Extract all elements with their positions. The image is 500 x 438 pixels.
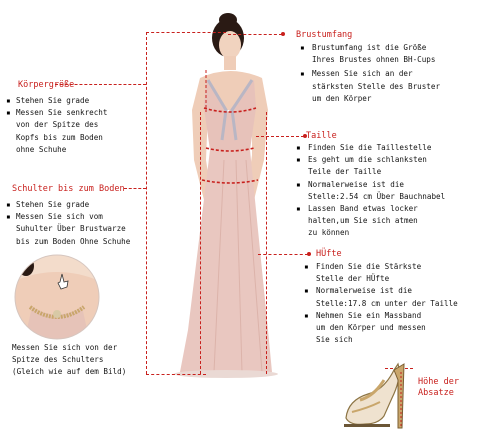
koerper-item-1: Stehen Sie grade bbox=[16, 96, 90, 105]
koerpergroesse-list bbox=[6, 95, 107, 156]
brust-connector bbox=[228, 34, 282, 35]
bullet-icon: ▪ bbox=[6, 200, 11, 209]
bullet-icon: ▪ bbox=[304, 262, 309, 271]
bullet-icon: ▪ bbox=[300, 69, 305, 79]
schulter-caption-line1: Messen Sie sich von der bbox=[12, 343, 118, 352]
schulter-caption-line2: Spitze des Schulters bbox=[12, 355, 104, 365]
bullet-icon: ▪ bbox=[6, 212, 11, 222]
bullet-icon: ▪ bbox=[6, 96, 11, 105]
absatz-title-line2: Absatze bbox=[418, 388, 454, 398]
taille-item-3-line1: Normalerweise ist die bbox=[308, 179, 405, 189]
taille-item-4-line2: halten,um Sie sich atmen bbox=[308, 216, 418, 226]
taille-item-4-line1: Lassen Band etwas locker bbox=[308, 204, 418, 214]
schulter-list bbox=[6, 199, 130, 248]
absatz-title bbox=[418, 377, 459, 399]
huefte-item-1-line2: Stelle der HÜfte bbox=[316, 274, 390, 284]
schulter-item-1: Stehen Sie grade bbox=[16, 200, 90, 209]
brust-item-2-line1: Messen Sie sich an der bbox=[312, 69, 413, 79]
schulter-item-2-line1: Messen Sie sich vom bbox=[16, 212, 103, 222]
huefte-title: HÜfte bbox=[316, 249, 342, 259]
koerpergroesse-title: Körpergröße bbox=[18, 80, 75, 90]
huefte-item-2-line2: Stelle:17.8 cm unter der Taille bbox=[316, 298, 458, 308]
brustumfang-title: Brustumfang bbox=[296, 30, 353, 40]
huefte-item-3-line2: um den Körper und messen bbox=[316, 323, 426, 333]
bullet-icon: ▪ bbox=[6, 108, 11, 118]
bullet-icon: ▪ bbox=[304, 286, 309, 296]
taille-list bbox=[296, 142, 445, 240]
brust-item-1-line1: Brustumfang ist die Größe bbox=[312, 43, 427, 52]
koerper-item-2-line1: Messen Sie senkrecht bbox=[16, 108, 108, 118]
brust-item-1-line2: Ihres Brustes ohnen BH-Cups bbox=[312, 55, 436, 65]
bullet-icon: ▪ bbox=[296, 179, 301, 189]
koerper-item-2-line2: von der Spitze des bbox=[16, 120, 99, 130]
bullet-icon: ▪ bbox=[296, 143, 301, 152]
brust-item-2-line2: stärksten Stelle des Bruster bbox=[312, 81, 441, 91]
huefte-item-3-line3: Sie sich bbox=[316, 335, 353, 345]
schulter-title: Schulter bis zum Boden bbox=[12, 184, 125, 194]
brustumfang-list bbox=[300, 42, 440, 105]
taille-item-2-line2: Teile der Taille bbox=[308, 167, 382, 177]
shoulder-closeup-image bbox=[12, 252, 102, 342]
schulter-item-2-line2: Suhulter Über Brustwarze bbox=[16, 224, 126, 234]
bullet-icon: ▪ bbox=[296, 155, 301, 165]
taille-item-3-line2: Stelle:2.54 cm Über Bauchnabel bbox=[308, 191, 446, 201]
huefte-item-2-line1: Normalerweise ist die bbox=[316, 286, 413, 296]
huefte-item-3-line1: Nehmen Sie ein Massband bbox=[316, 310, 422, 320]
brust-item-2-line3: um den Körper bbox=[312, 93, 372, 103]
schulter-caption-line3: (Gleich wie auf dem Bild) bbox=[12, 367, 127, 377]
taille-item-1: Finden Sie die Taillestelle bbox=[308, 143, 432, 152]
huefte-connector bbox=[258, 254, 308, 255]
taille-connector bbox=[256, 136, 304, 137]
koerper-item-2-line4: ohne Schuhe bbox=[16, 144, 67, 154]
bullet-icon: ▪ bbox=[304, 310, 309, 320]
taille-title: Taille bbox=[306, 131, 337, 141]
bullet-icon: ▪ bbox=[300, 43, 305, 52]
schulter-connector bbox=[124, 188, 146, 189]
koerper-item-2-line3: Kopfs bis zum Boden bbox=[16, 132, 103, 142]
bullet-icon: ▪ bbox=[296, 204, 301, 214]
high-heel-shoe-image bbox=[338, 350, 414, 432]
huefte-item-1-line1: Finden Sie die Stärkste bbox=[316, 262, 422, 271]
taille-item-2-line1: Es geht um die schlanksten bbox=[308, 155, 427, 165]
schulter-item-2-line3: bis zum Boden Ohne Schuhe bbox=[16, 236, 131, 246]
huefte-dot bbox=[307, 252, 311, 256]
schulter-caption bbox=[12, 342, 126, 379]
huefte-list bbox=[304, 261, 458, 346]
brust-dot bbox=[281, 32, 285, 36]
absatz-title-line1: Höhe der bbox=[418, 377, 459, 387]
taille-item-4-line3: zu können bbox=[308, 228, 350, 238]
